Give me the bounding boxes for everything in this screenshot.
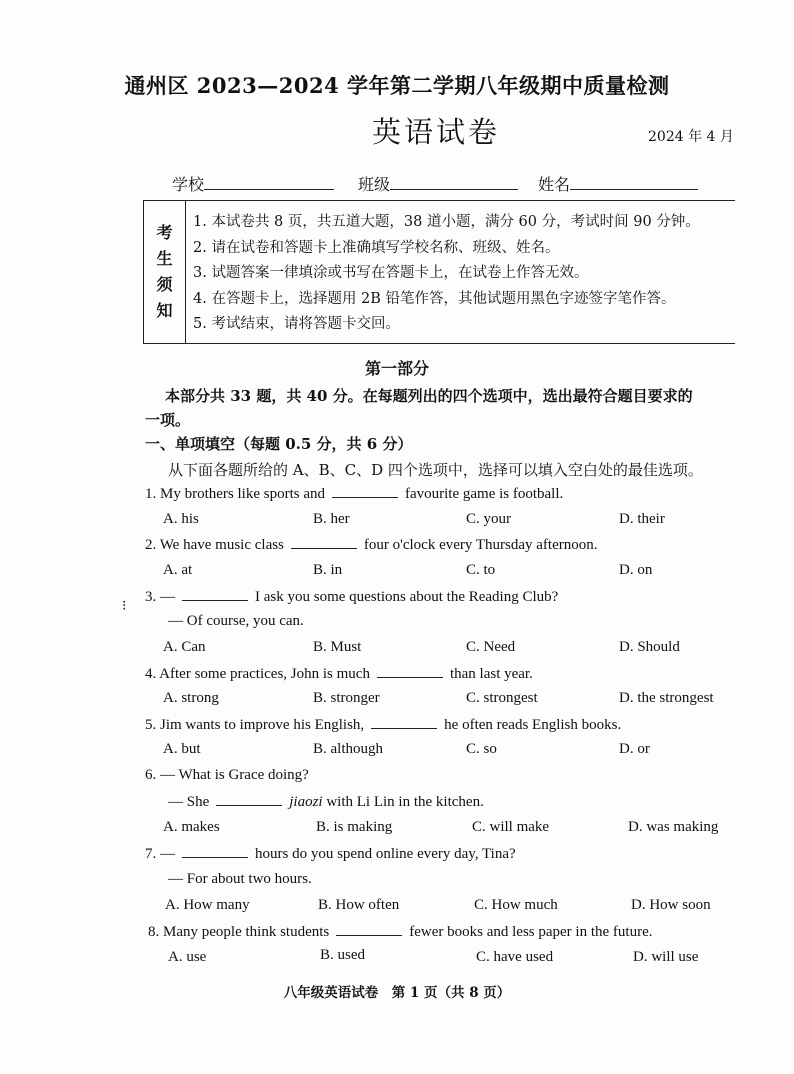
question-7 <box>145 845 516 863</box>
exam-notes-box <box>143 200 735 344</box>
question-text: fewer books and less paper in the future. <box>409 924 653 940</box>
option-d[interactable]: D. the strongest <box>619 690 714 706</box>
page-footer: 八年级英语试卷 第 1 页（共 8 页） <box>283 985 511 1001</box>
school-field[interactable] <box>172 172 334 195</box>
question-3 <box>145 588 558 606</box>
question-3-reply: — Of course, you can. <box>168 613 304 629</box>
question-6-reply <box>168 793 484 811</box>
question-text: — She <box>168 794 210 810</box>
option-b[interactable]: B. in <box>313 562 343 578</box>
option-d[interactable]: D. Should <box>619 639 680 655</box>
option-c[interactable]: C. have used <box>476 949 554 965</box>
question-text: 2. We have music class <box>145 537 284 553</box>
option-c[interactable]: C. strongest <box>466 690 538 706</box>
option-b[interactable]: B. although <box>313 741 383 757</box>
question-text: 7. — <box>145 846 175 862</box>
answer-blank[interactable] <box>377 665 443 678</box>
subject-title: 英语试卷 <box>372 115 501 149</box>
option-d[interactable]: D. their <box>619 511 665 527</box>
answer-blank[interactable] <box>332 485 398 498</box>
answer-blank[interactable] <box>291 536 357 549</box>
answer-blank[interactable] <box>182 845 248 858</box>
section-description: 从下面各题所给的 A、B、C、D 四个选项中，选择可以填入空白处的最佳选项。 <box>168 461 703 479</box>
note-item: 1. 本试卷共 8 页，共五道大题，38 道小题，满分 60 分，考试时间 90 分钟。 <box>193 214 700 230</box>
option-d[interactable]: D. or <box>619 741 650 757</box>
question-text: 3. — <box>145 589 175 605</box>
notes-label <box>143 201 186 343</box>
question-text: with Li Lin in the kitchen. <box>326 794 484 810</box>
question-text: four o'clock every Thursday afternoon. <box>363 537 598 553</box>
question-5 <box>145 716 621 734</box>
option-b[interactable]: B. Must <box>313 639 362 655</box>
notes-label-char: 知 <box>156 301 173 320</box>
option-a[interactable]: A. Can <box>163 639 206 655</box>
option-a[interactable]: A. use <box>168 949 207 965</box>
question-text: hours do you spend online every day, Tina? <box>255 846 516 862</box>
option-a[interactable]: A. but <box>163 741 201 757</box>
part-title: 第一部分 <box>364 359 429 378</box>
question-text: than last year. <box>449 666 533 682</box>
question-text: I ask you some questions about the Reading Club? <box>255 589 559 605</box>
question-2 <box>145 536 598 554</box>
name-blank[interactable] <box>570 175 698 190</box>
option-b[interactable]: B. is making <box>316 819 393 835</box>
question-1 <box>145 485 563 503</box>
notes-list <box>193 210 700 338</box>
option-d[interactable]: D. on <box>619 562 653 578</box>
option-c[interactable]: C. to <box>466 562 496 578</box>
notes-label-char: 生 <box>156 249 173 268</box>
question-4 <box>145 665 533 683</box>
answer-blank[interactable] <box>182 588 248 601</box>
option-d[interactable]: D. How soon <box>631 897 711 913</box>
notes-label-char: 考 <box>156 223 173 242</box>
question-text: he often reads English books. <box>444 717 622 733</box>
class-blank[interactable] <box>390 175 518 190</box>
option-c[interactable]: C. How much <box>474 897 558 913</box>
name-field[interactable] <box>538 172 698 195</box>
question-text: favourite game is football. <box>404 486 564 502</box>
part-description: 本部分共 33 题，共 40 分。在每题列出的四个选项中，选出最符合题目要求的 <box>165 387 693 405</box>
option-c[interactable]: C. so <box>466 741 497 757</box>
question-text: 5. Jim wants to improve his English, <box>145 717 365 733</box>
part-description-cont: 一项。 <box>145 411 191 429</box>
question-text-italic: jiaozi <box>289 794 323 810</box>
option-a[interactable]: A. How many <box>165 897 250 913</box>
option-a[interactable]: A. his <box>163 511 199 527</box>
note-item: 5. 考试结束，请将答题卡交回。 <box>193 316 400 332</box>
answer-blank[interactable] <box>336 923 402 936</box>
school-label: 学校 <box>172 175 205 194</box>
option-b[interactable]: B. stronger <box>313 690 380 706</box>
option-c[interactable]: C. your <box>466 511 511 527</box>
option-b[interactable]: B. her <box>313 511 350 527</box>
answer-blank[interactable] <box>371 716 437 729</box>
question-7-reply: — For about two hours. <box>168 871 312 887</box>
option-c[interactable]: C. Need <box>466 639 516 655</box>
option-a[interactable]: A. makes <box>163 819 220 835</box>
note-item: 2. 请在试卷和答题卡上准确填写学校名称、班级、姓名。 <box>193 239 560 256</box>
option-d[interactable]: D. will use <box>633 949 699 965</box>
question-6: 6. — What is Grace doing? <box>145 767 309 783</box>
note-item: 4. 在答题卡上，选择题用 2B 铅笔作答，其他试题用黑色字迹签字笔作答。 <box>193 290 676 307</box>
school-blank[interactable] <box>204 175 334 190</box>
margin-mark: ⁝ <box>122 598 127 614</box>
answer-blank[interactable] <box>216 793 282 806</box>
option-a[interactable]: A. strong <box>163 690 219 706</box>
option-d[interactable]: D. was making <box>628 819 719 835</box>
note-item: 3. 试题答案一律填涂或书写在答题卡上，在试卷上作答无效。 <box>193 265 589 281</box>
question-text: 8. Many people think students <box>148 924 330 940</box>
name-label: 姓名 <box>538 175 571 194</box>
option-b[interactable]: B. How often <box>318 897 400 913</box>
question-text: 1. My brothers like sports and <box>145 486 325 502</box>
question-8 <box>148 923 653 941</box>
class-field[interactable] <box>358 172 518 195</box>
option-a[interactable]: A. at <box>163 562 193 578</box>
class-label: 班级 <box>358 175 391 194</box>
section-heading: 一、单项填空（每题 0.5 分，共 6 分） <box>145 435 413 453</box>
option-b[interactable]: B. used <box>320 947 365 963</box>
exam-date: 2024 年 4 月 <box>648 129 734 145</box>
option-c[interactable]: C. will make <box>472 819 550 835</box>
question-text: 4. After some practices, John is much <box>145 666 370 682</box>
exam-title: 通州区 2023—2024 学年第二学期八年级期中质量检测 <box>124 73 670 98</box>
notes-label-char: 须 <box>156 275 173 294</box>
